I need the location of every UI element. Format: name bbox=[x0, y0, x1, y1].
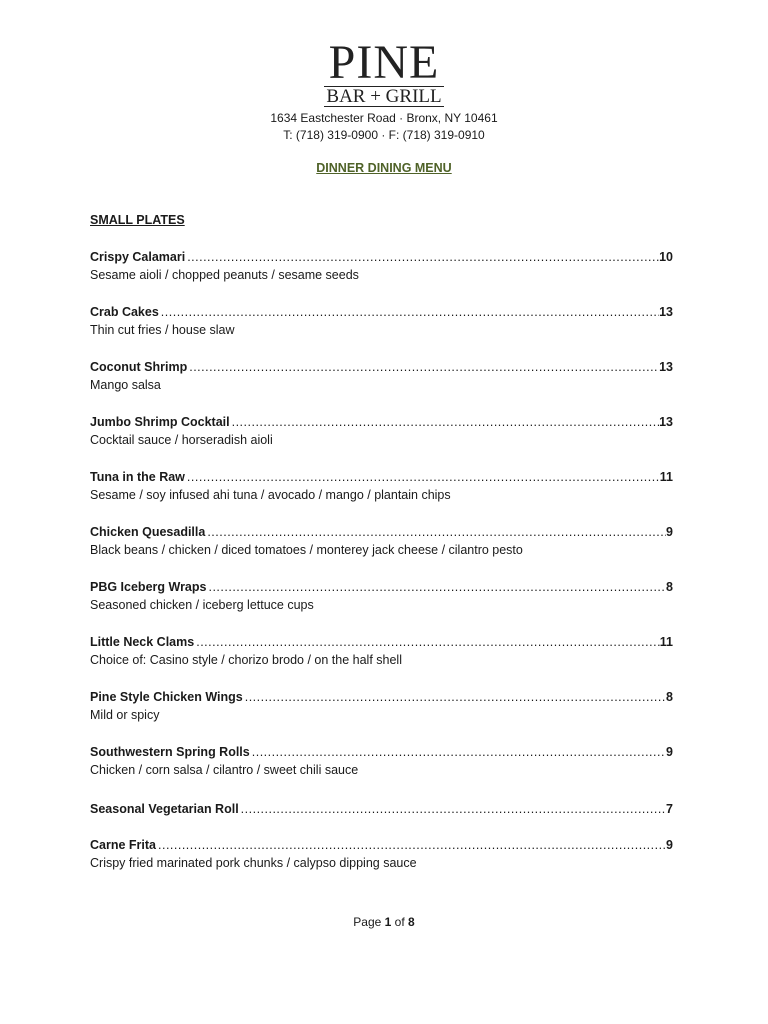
menu-item-name: Jumbo Shrimp Cocktail bbox=[90, 415, 230, 429]
menu-item-line bbox=[90, 634, 673, 651]
menu-item-description: Seasoned chicken / iceberg lettuce cups bbox=[90, 598, 314, 612]
logo-sub-text: BAR + GRILL bbox=[326, 86, 442, 107]
menu-item bbox=[90, 304, 673, 339]
menu-item-name: Crab Cakes bbox=[90, 305, 159, 319]
menu-item-name: Seasonal Vegetarian Roll bbox=[90, 802, 239, 816]
menu-item-description: Chicken / corn salsa / cilantro / sweet chili sauce bbox=[90, 763, 359, 777]
menu-item-description: Cocktail sauce / horseradish aioli bbox=[90, 433, 273, 447]
restaurant-logo bbox=[0, 36, 768, 107]
page-label: Page bbox=[353, 915, 382, 929]
menu-item-price: 9 bbox=[666, 525, 673, 539]
menu-item-price: 13 bbox=[659, 415, 673, 429]
menu-item-name: Pine Style Chicken Wings bbox=[90, 690, 243, 704]
menu-item-line bbox=[90, 744, 673, 761]
menu-item-price: 9 bbox=[666, 838, 673, 852]
menu-item bbox=[90, 359, 673, 394]
dot-leader bbox=[187, 359, 659, 376]
dot-leader bbox=[194, 634, 660, 651]
menu-item-price: 13 bbox=[659, 360, 673, 374]
of-label: of bbox=[394, 915, 405, 929]
dot-leader bbox=[159, 304, 659, 321]
total-pages: 8 bbox=[408, 915, 415, 929]
menu-item bbox=[90, 249, 673, 284]
menu-item bbox=[90, 689, 673, 724]
page-footer bbox=[0, 915, 768, 929]
menu-item-price: 9 bbox=[666, 745, 673, 759]
menu-item-price: 11 bbox=[659, 470, 673, 484]
menu-item-name: Carne Frita bbox=[90, 838, 156, 852]
logo-main-text: PINE bbox=[328, 36, 440, 89]
menu-item-price: 10 bbox=[659, 250, 673, 264]
dot-leader bbox=[250, 744, 666, 761]
menu-item-line bbox=[90, 524, 673, 541]
page-number: 1 bbox=[384, 915, 392, 929]
menu-item-line bbox=[90, 801, 673, 818]
menu-item-name: Coconut Shrimp bbox=[90, 360, 188, 374]
menu-item-description: Sesame / soy infused ahi tuna / avocado / mango / plantain chips bbox=[90, 488, 451, 502]
section-title: SMALL PLATES bbox=[90, 213, 185, 227]
menu-item-name: Tuna in the Raw bbox=[90, 470, 185, 484]
dot-leader bbox=[185, 249, 659, 266]
menu-item bbox=[90, 837, 673, 872]
dot-leader bbox=[206, 579, 666, 596]
menu-item-line bbox=[90, 249, 673, 266]
menu-item-line bbox=[90, 359, 673, 376]
menu-item-price: 7 bbox=[666, 802, 673, 816]
dot-leader bbox=[243, 689, 666, 706]
menu-item bbox=[90, 579, 673, 614]
menu-item-name: PBG Iceberg Wraps bbox=[90, 580, 207, 594]
menu-item-description: Black beans / chicken / diced tomatoes / monterey jack cheese / cilantro pesto bbox=[90, 543, 523, 557]
menu-item-price: 11 bbox=[659, 635, 673, 649]
restaurant-address bbox=[0, 110, 768, 144]
menu-item bbox=[90, 524, 673, 559]
dot-leader bbox=[230, 414, 659, 431]
menu-item-name: Crispy Calamari bbox=[90, 250, 186, 264]
menu-item-price: 8 bbox=[666, 580, 673, 594]
menu-item-description: Mango salsa bbox=[90, 378, 161, 392]
phone-fax-line: T: (718) 319-0900 · F: (718) 319-0910 bbox=[283, 128, 485, 142]
menu-item bbox=[90, 744, 673, 779]
dot-leader bbox=[205, 524, 666, 541]
dot-leader bbox=[156, 837, 666, 854]
dot-leader bbox=[239, 801, 666, 818]
menu-item-description: Sesame aioli / chopped peanuts / sesame seeds bbox=[90, 268, 359, 282]
menu-item-name: Southwestern Spring Rolls bbox=[90, 745, 250, 759]
menu-item-name: Chicken Quesadilla bbox=[90, 525, 206, 539]
menu-item-line bbox=[90, 469, 673, 486]
menu-item-line bbox=[90, 837, 673, 854]
menu-item-price: 8 bbox=[666, 690, 673, 704]
menu-item-description: Mild or spicy bbox=[90, 708, 160, 722]
menu-item-price: 13 bbox=[659, 305, 673, 319]
menu-item-line bbox=[90, 414, 673, 431]
menu-title: DINNER DINING MENU bbox=[316, 161, 452, 175]
menu-item-line bbox=[90, 689, 673, 706]
address-line: 1634 Eastchester Road · Bronx, NY 10461 bbox=[270, 111, 498, 125]
menu-item-description: Choice of: Casino style / chorizo brodo / on the half shell bbox=[90, 653, 402, 667]
menu-item-description: Crispy fried marinated pork chunks / calypso dipping sauce bbox=[90, 856, 417, 870]
menu-item bbox=[90, 469, 673, 504]
menu-item bbox=[90, 801, 673, 818]
menu-item bbox=[90, 634, 673, 669]
menu-item-line bbox=[90, 579, 673, 596]
menu-item bbox=[90, 414, 673, 449]
menu-item-description: Thin cut fries / house slaw bbox=[90, 323, 235, 337]
menu-item-line bbox=[90, 304, 673, 321]
menu-item-name: Little Neck Clams bbox=[90, 635, 195, 649]
dot-leader bbox=[185, 469, 660, 486]
